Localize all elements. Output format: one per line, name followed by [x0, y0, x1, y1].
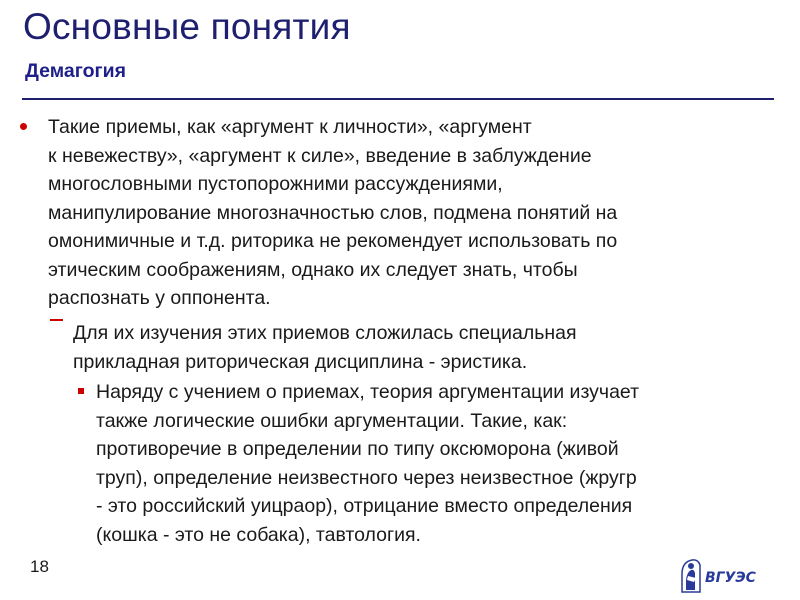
dash-bullet-icon [50, 319, 63, 321]
bullet-level-1 [48, 113, 778, 313]
bullet-level-2 [73, 319, 778, 376]
slide-subtitle: Демагогия [25, 60, 126, 82]
bullet-dot-icon [20, 123, 27, 130]
text-line: манипулирование многозначностью слов, подмена понятий на [48, 201, 618, 224]
university-logo-icon [678, 556, 778, 594]
text-line: Для их изучения этих приемов сложилась специальная [73, 322, 577, 344]
title-divider [22, 98, 774, 100]
text-line: многословными пустопорожними рассуждениями, [48, 173, 503, 195]
slide-title: Основные понятия [23, 6, 351, 47]
text-line: противоречие в определении по типу оксюморона (живой [96, 438, 619, 460]
text-line: также логические ошибки аргументации. Такие, как: [96, 409, 568, 432]
text-line: распознать у оппонента. [48, 287, 271, 309]
text-line: к невежеству», «аргумент к силе», введение в заблуждение [48, 144, 592, 167]
logo-lettering: ВГУЭС [705, 570, 756, 586]
text-line: прикладная риторическая дисциплина - эристика. [73, 350, 528, 373]
bullet-level-3 [96, 378, 786, 549]
text-line: труп), определение неизвестного через неизвестное (жругр [96, 466, 637, 489]
text-line: Наряду с учением о приемах, теория аргументации изучает [96, 381, 640, 403]
text-line: - это российский уицраор), отрицание вместо определения [96, 495, 633, 517]
page-number: 18 [30, 557, 49, 576]
square-bullet-icon [78, 388, 84, 394]
text-line: Такие приемы, как «аргумент к личности», «аргумент [48, 116, 532, 138]
text-line: (кошка - это не собака), тавтология. [96, 523, 421, 546]
text-line: этическим соображениям, однако их следует знать, чтобы [48, 258, 578, 281]
text-line: омонимичные и т.д. риторика не рекомендует использовать по [48, 230, 618, 252]
